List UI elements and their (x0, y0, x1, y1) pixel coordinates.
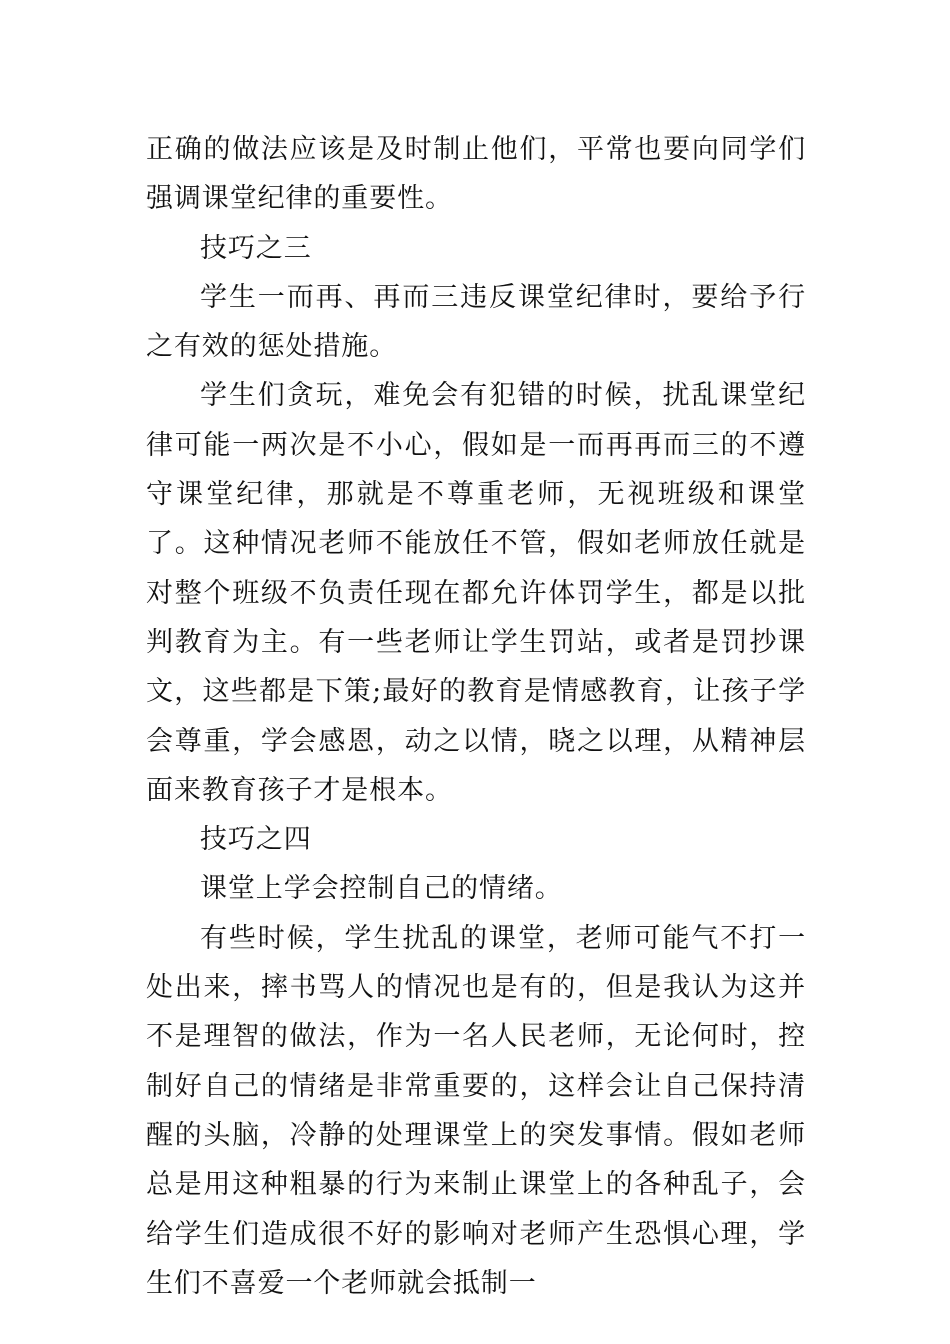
paragraph-continuation: 正确的做法应该是及时制止他们，平常也要向同学们强调课堂纪律的重要性。 (146, 134, 806, 215)
document-page (146, 125, 806, 1308)
paragraph-tip-4-body: 有些时候，学生扰乱的课堂，老师可能气不打一处出来，摔书骂人的情况也是有的，但是我认为这并不是理智的做法，作为一名人民老师，无论何时，控制好自己的情绪是非常重要的，这样会让自己保持清醒的头脑，冷静的处理课堂上的突发事情。假如老师总是用这种粗暴的行为来制止课堂上的各种乱子，会给学生们造成很不好的影响对老师产生恐惧心理，学生们不喜爱一个老师就会抵制一 (146, 922, 806, 1299)
section-heading-tip-3: 技巧之三 (200, 232, 312, 264)
paragraph-tip-3-summary: 学生一而再、再而三违反课堂纪律时，要给予行之有效的惩处措施。 (146, 281, 806, 363)
paragraph-tip-3-body: 学生们贪玩，难免会有犯错的时候，扰乱课堂纪律可能一两次是不小心，假如是一而再再而三的不遵守课堂纪律，那就是不尊重老师，无视班级和课堂了。这种情况老师不能放任不管，假如老师放任就是对整个班级不负责任现在都允许体罚学生，都是以批判教育为主。有一些老师让学生罚站，或者是罚抄课文，这些都是下策;最好的教育是情感教育，让孩子学会尊重，学会感恩，动之以情，晓之以理，从精神层面来教育孩子才是根本。 (146, 380, 806, 806)
paragraph-tip-4-summary: 课堂上学会控制自己的情绪。 (200, 873, 563, 905)
section-heading-tip-4: 技巧之四 (200, 824, 312, 856)
